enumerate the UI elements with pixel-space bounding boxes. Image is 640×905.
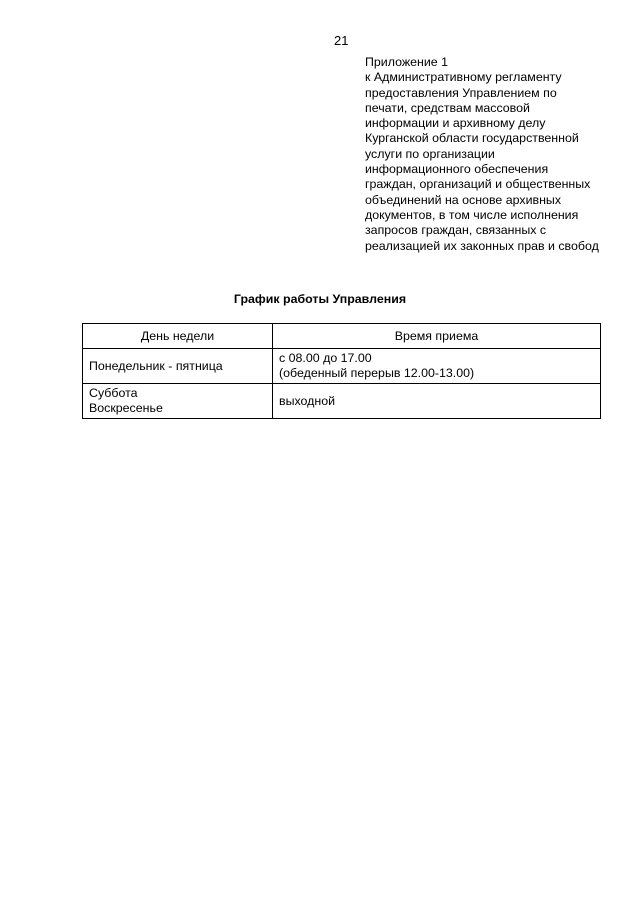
appendix-note (365, 55, 627, 254)
schedule-title: График работы Управления (233, 292, 407, 306)
appendix-line: печати, средствам массовой (365, 100, 530, 115)
appendix-line: информации и архивному делу (365, 116, 546, 131)
table-row (83, 384, 601, 419)
day-text: Суббота (89, 386, 138, 400)
page-number: 21 (334, 33, 349, 48)
day-text: Понедельник - пятница (89, 358, 223, 373)
appendix-line: запросов граждан, связанных с (365, 223, 547, 238)
appendix-line: предоставления Управлением по (365, 85, 557, 100)
time-text: выходной (279, 393, 336, 408)
appendix-line: граждан, организаций и общественных (365, 177, 591, 192)
day-cell (83, 349, 273, 384)
header-reception-time: Время приема (273, 324, 601, 349)
appendix-line: услуги по организации (365, 146, 495, 161)
header-day-of-week: День недели (83, 324, 273, 349)
appendix-line: реализацией их законных прав и свобод (365, 238, 599, 253)
time-text: с 08.00 до 17.00 (279, 351, 372, 365)
day-text: Воскресенье (89, 401, 163, 415)
time-cell (273, 349, 601, 384)
appendix-line: Курганской области государственной (365, 131, 579, 146)
time-cell (273, 384, 601, 419)
appendix-line: документов, в том числе исполнения (365, 207, 579, 222)
appendix-line: объединений на основе архивных (365, 192, 562, 207)
appendix-line: Приложение 1 (365, 55, 449, 69)
schedule-table (82, 323, 601, 419)
day-cell (83, 384, 273, 419)
table-header-row (83, 324, 601, 349)
appendix-line: информационного обеспечения (365, 162, 549, 177)
time-text: (обеденный перерыв 12.00-13.00) (279, 366, 475, 380)
table-row (83, 349, 601, 384)
appendix-line: к Административному регламенту (365, 70, 562, 85)
